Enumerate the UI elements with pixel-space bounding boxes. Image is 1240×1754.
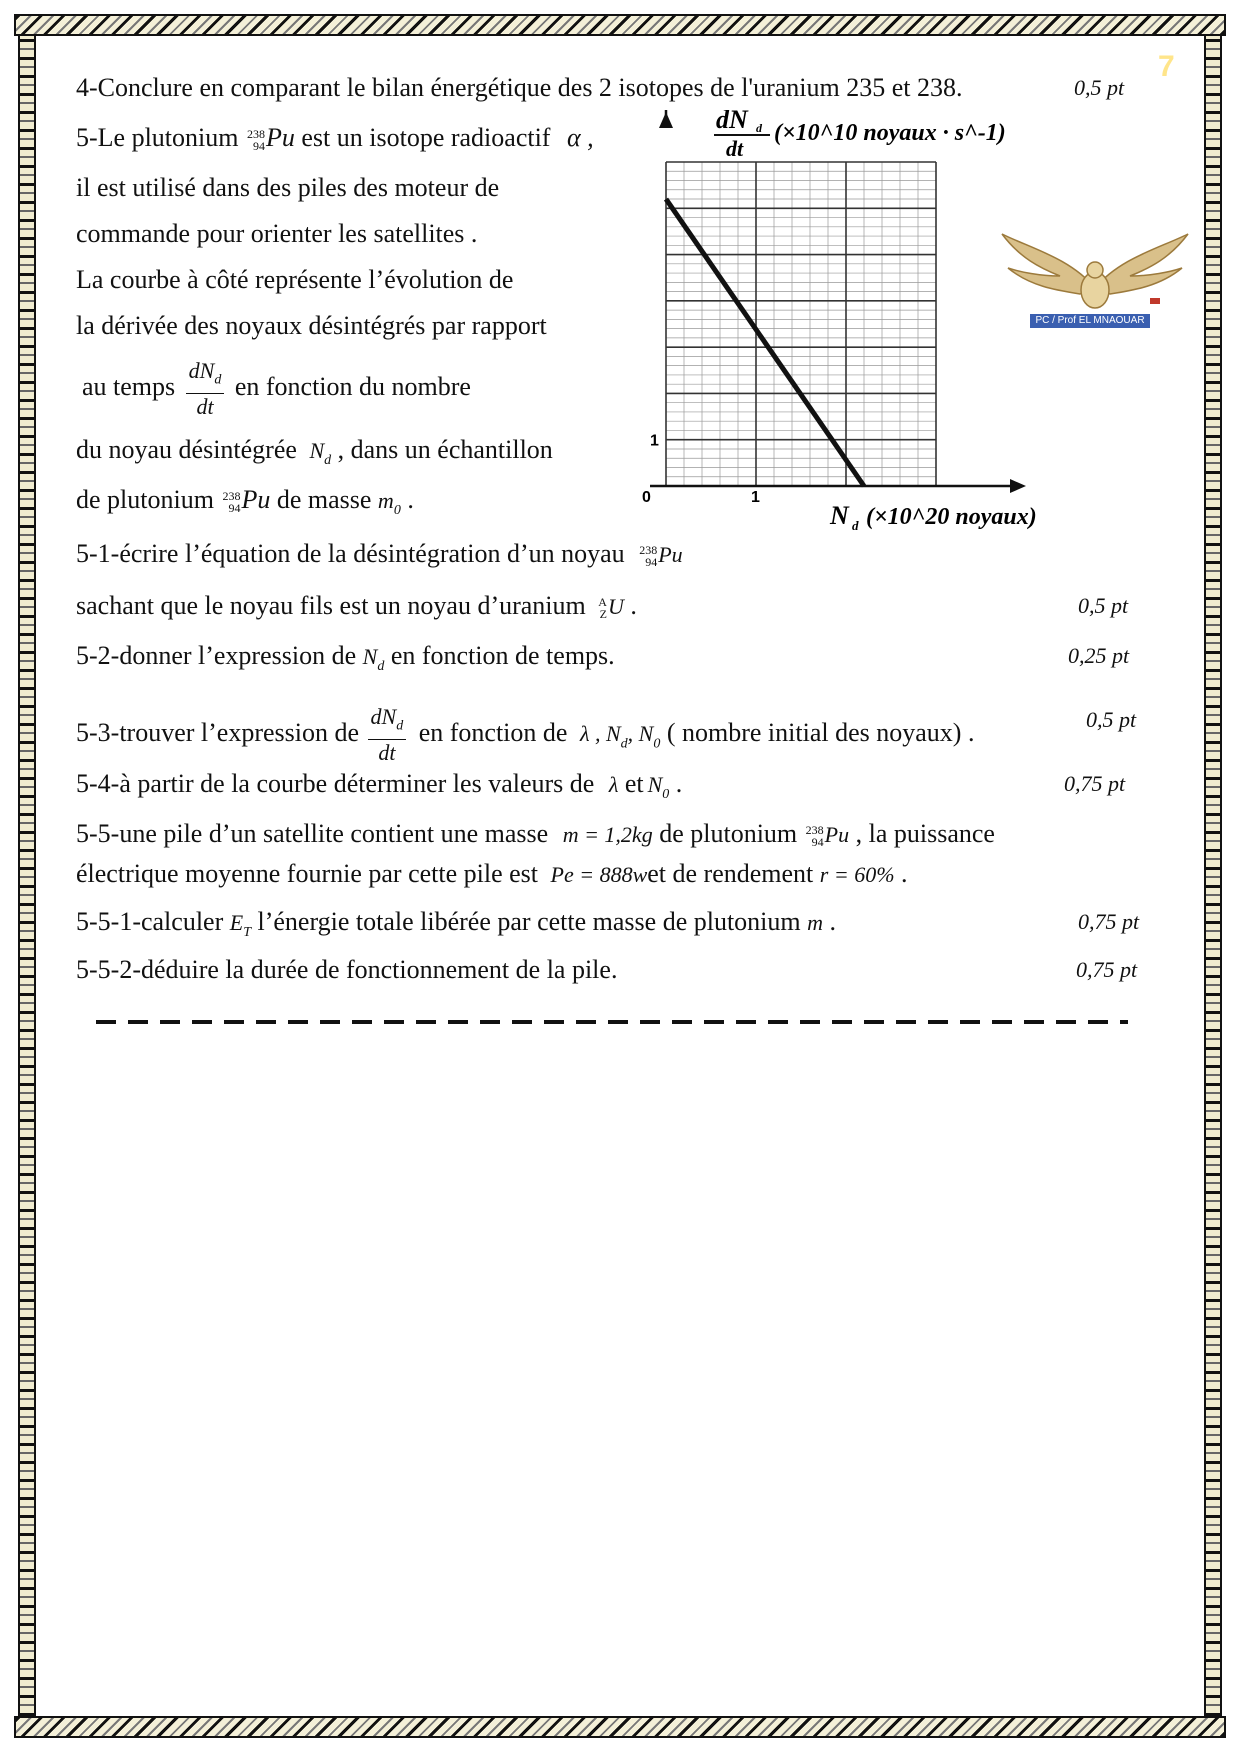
question-5-line-1: 5-Le plutonium 238 94 Pu est un isotope radioactif α , [76, 123, 594, 154]
question-5-2: 5-2-donner l’expression de $N_d$ en fonction de temps. [76, 641, 615, 675]
question-5-4-points: 0,75 pt [1064, 771, 1126, 796]
y-label-denominator: dt [726, 136, 744, 161]
page-border-right [1204, 34, 1222, 1718]
y-label-numerator: dN [716, 110, 748, 134]
question-5-4: 5-4-à partir de la courbe déterminer les valeurs de λ et $N_0$ . [76, 769, 683, 803]
tick-label-y-1: 1 [650, 432, 659, 450]
question-5-5-1: 5-5-1-calculer $E_T$ l’énergie totale libérée par cette masse de plutonium m . [76, 907, 837, 941]
question-5-5-line-1: 5-5-une pile d’un satellite contient une masse m = 1,2kg de plutonium 238 94 Pu , la puissance [76, 819, 995, 850]
question-5-line-6: au temps $\frac{dN_d}{dt}$ en fonction du nombre [82, 358, 471, 420]
question-5-line-8: de plutonium 238 94 Pu de masse $m_0$ . [76, 485, 414, 519]
y-label-sub: d [756, 121, 762, 135]
page-border-left [18, 34, 36, 1718]
series-line [666, 199, 864, 486]
x-axis-arrow [1010, 479, 1026, 493]
question-5-1-points: 0,5 pt [1078, 593, 1129, 618]
chart-grid-minor [666, 162, 936, 486]
question-5-5-2: 5-5-2-déduire la durée de fonctionnement de la pile. [76, 955, 618, 984]
question-4-points: 0,5 pt [1074, 75, 1125, 100]
page-number: 7 [1158, 50, 1175, 83]
page-border-top [14, 14, 1226, 36]
question-5-2-points: 0,25 pt [1068, 643, 1130, 668]
x-label-unit: (×10^20 noyaux) [866, 504, 1037, 530]
section-separator [96, 1020, 1128, 1024]
question-5-1-line-1: 5-1-écrire l’équation de la désintégration d’un noyau 238 94 Pu [76, 539, 683, 570]
question-5-1-line-2: sachant que le noyau fils est un noyau d’uranium A Z U . [76, 591, 637, 622]
page-border-bottom [14, 1716, 1226, 1738]
question-5-line-5: la dérivée des noyaux désintégrés par rapport [76, 311, 547, 340]
question-5-line-3: commande pour orienter les satellites . [76, 219, 478, 248]
question-5-3-points: 0,5 pt [1086, 707, 1137, 732]
chart-grid-major [666, 162, 936, 486]
pu-nuclide-numbers: 238 94 [246, 127, 265, 154]
question-4: 4-Conclure en comparant le bilan énergétique des 2 isotopes de l'uranium 235 et 238. [76, 73, 963, 102]
tick-label-origin: 0 [642, 489, 651, 506]
question-5-line-4: La courbe à côté représente l’évolution de [76, 265, 514, 294]
question-5-line-7: du noyau désintégrée $N_d$ , dans un échantillon [76, 435, 553, 469]
y-axis-arrow [659, 112, 673, 128]
question-5-5-1-points: 0,75 pt [1078, 909, 1140, 934]
question-5-3: 5-3-trouver l’expression de $\frac{dN_d}{dt}$ en fonction de λ , $N_d$, $N_0$ ( nombre initial des noyaux) . [76, 704, 975, 766]
logo-label: PC / Prof EL MNAOUAR [1030, 314, 1150, 328]
x-label-sub: d [852, 518, 859, 533]
question-5-5-2-points: 0,75 pt [1076, 957, 1138, 982]
question-5-line-2: il est utilisé dans des piles des moteur de [76, 173, 500, 202]
tick-label-x-1: 1 [751, 489, 760, 506]
derivative-fraction: $\frac{dN_d}{dt}$ [186, 358, 225, 420]
y-label-unit: (×10^10 noyaux · s^-1) [774, 120, 1006, 146]
x-label-var: N [830, 501, 849, 530]
question-5-5-line-2: électrique moyenne fournie par cette pile est Pe = 888wet de rendement r = 60% . [76, 859, 908, 888]
